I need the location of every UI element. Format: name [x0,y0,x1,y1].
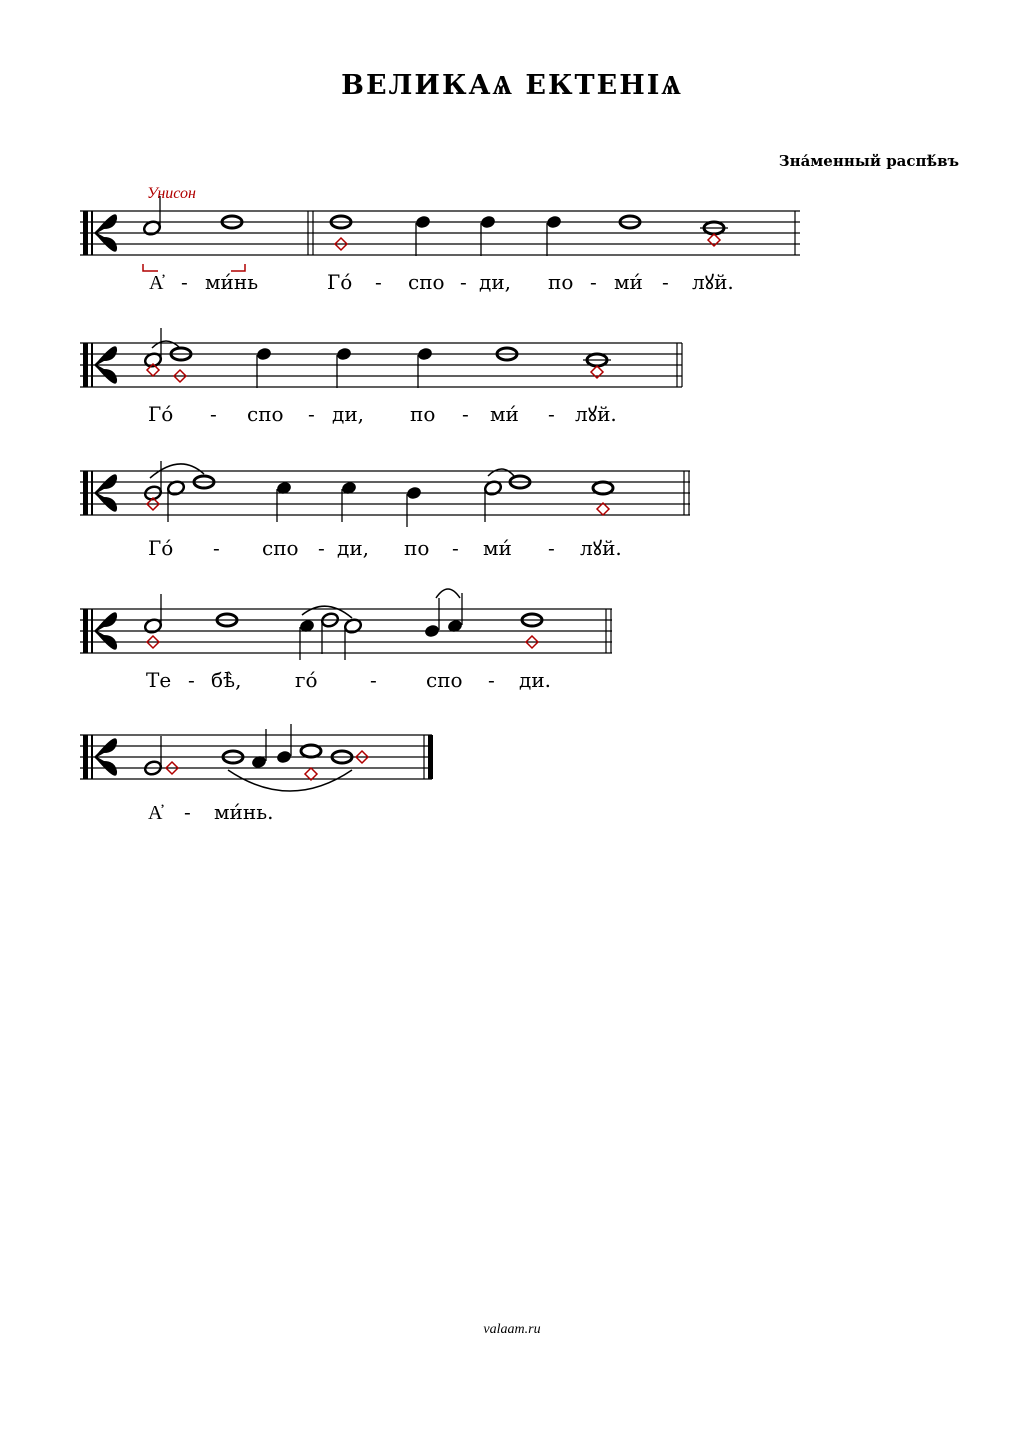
note-half [143,736,162,776]
lyric-syllable: Го́ [327,270,353,294]
lyric-syllable: ди, [479,270,512,294]
lyric-syllable: ми́ [614,270,643,294]
lyric-syllable: лꙋй. [580,536,622,560]
lyric-syllable: Го́ [148,536,174,560]
note-quarter [276,724,293,765]
note-whole [593,482,613,494]
lyric-syllable: ми́нь [205,270,259,294]
lyric-hyphen: - [662,270,669,294]
lyric-syllable: ми́ [483,536,512,560]
staff-lines [80,735,432,779]
page-title: ВЕЛИКАѦ ЕКТЕНІѦ [341,70,683,101]
note-half [343,618,362,660]
lyric-syllable: ди, [337,536,370,560]
note-half [143,461,162,501]
lyric-syllable: Те [146,668,172,692]
note-quarter [336,346,353,388]
ison-marker [305,768,317,780]
lyric-hyphen: - [184,800,191,824]
tie-arc [228,770,352,791]
unison-marking: Унисон [147,185,196,202]
note-quarter [546,214,563,256]
note-quarter [417,346,434,388]
lyric-hyphen: - [488,668,495,692]
lyric-hyphen: - [318,536,325,560]
lyric-hyphen: - [308,402,315,426]
lyric-syllable: ди, [332,402,365,426]
lyric-hyphen: - [375,270,382,294]
staff-system-3 [80,461,690,560]
note-half [483,480,502,522]
lyric-syllable: спо [408,270,445,294]
lyric-syllable: го́ [295,668,318,692]
lyric-syllable: лꙋй. [575,402,617,426]
lyric-hyphen: - [188,668,195,692]
final-barline-thick [428,735,433,779]
lyric-hyphen: - [460,270,467,294]
note-quarter [406,485,423,527]
staff-system-5 [80,724,433,824]
lyric-hyphen: - [181,270,188,294]
note-whole [301,745,321,757]
ison-marker [597,503,609,515]
staff-system-4 [80,589,612,692]
chant-tradition: Зна́менный распѣ́въ [778,152,959,170]
lyric-syllable: по [404,536,430,560]
lyric-syllable: спо [247,402,284,426]
lyric-syllable: по [548,270,574,294]
lyric-hyphen: - [548,402,555,426]
slur [436,589,460,598]
note-half [143,328,162,368]
note-quarter [447,593,464,634]
lyric-hyphen: - [462,402,469,426]
lyric-syllable: ми́нь. [214,800,274,824]
lyric-hyphen: - [370,668,377,692]
note-half [142,196,161,236]
lyric-syllable: спо [262,536,299,560]
lyric-syllable: А҆ [149,270,164,294]
note-half [166,480,185,522]
lyric-hyphen: - [548,536,555,560]
staff-system-2 [80,328,682,426]
lyric-syllable: ди. [519,668,552,692]
lyric-hyphen: - [213,536,220,560]
note-quarter [256,346,273,388]
note-whole-ledger [700,222,728,234]
note-quarter [415,214,432,256]
lyric-hyphen: - [210,402,217,426]
lyric-syllable: спо [426,668,463,692]
slur [488,469,514,476]
note-quarter [480,214,497,256]
slur [152,341,180,348]
note-quarter [299,618,316,660]
note-half [320,612,339,654]
staff-lines [80,211,800,255]
lyric-syllable: бѣ̀, [211,668,242,692]
lyric-syllable: по [410,402,436,426]
note-quarter [341,480,358,522]
note-quarter [424,598,441,639]
lyric-syllable: лꙋй. [692,270,734,294]
note-half [143,594,162,634]
lyric-syllable: А҆ [148,800,163,824]
lyric-syllable: ми́ [490,402,519,426]
note-whole-ledger [583,354,611,366]
staff-system-1 [80,196,800,294]
slur [302,606,352,618]
footer-source: valaam.ru [483,1322,541,1337]
lyric-hyphen: - [590,270,597,294]
note-quarter [276,480,293,522]
lyric-hyphen: - [452,536,459,560]
lyric-syllable: Го́ [148,402,174,426]
